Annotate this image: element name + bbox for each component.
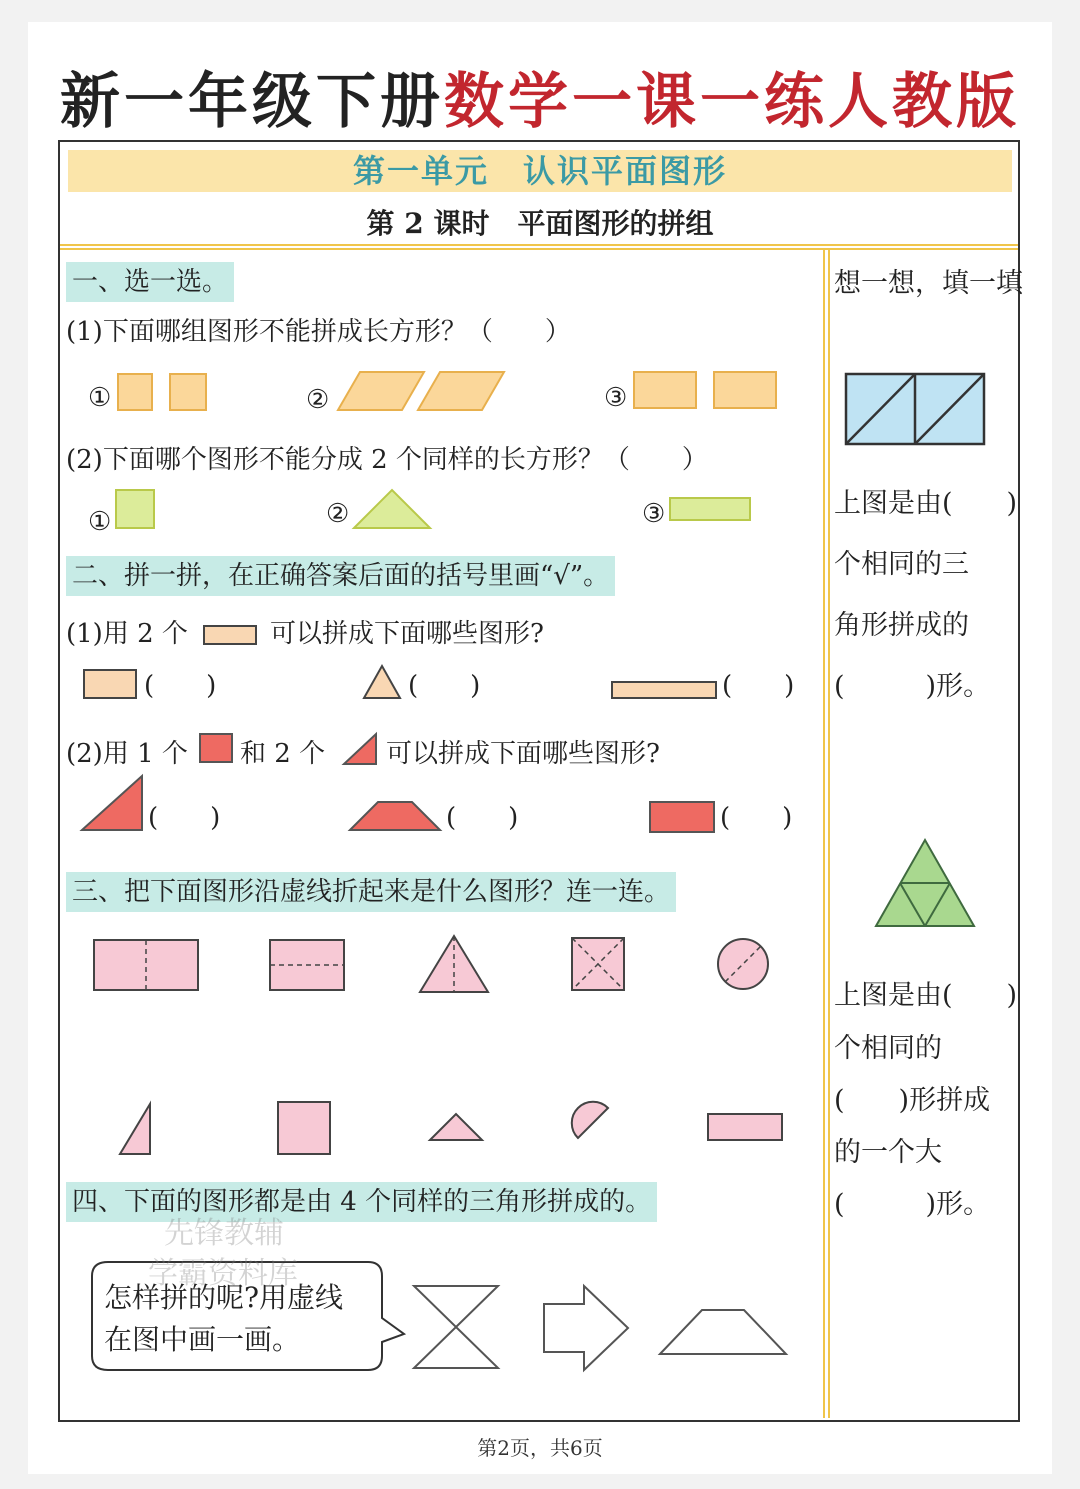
- page-number: 第2页，共6页: [477, 1436, 603, 1460]
- watermark: 先锋教辅: [164, 1216, 284, 1251]
- section-3-heading: 三、把下面图形沿虚线折起来是什么图形？连一连。: [66, 872, 676, 912]
- rectangle-shape: [634, 372, 696, 408]
- option-label: ①: [88, 507, 112, 537]
- right-triangle-shape: [120, 1104, 150, 1154]
- option-label: ③: [604, 383, 628, 413]
- question-2-1-prefix: (1)用 2 个: [66, 619, 188, 649]
- option-label: ②: [306, 385, 330, 415]
- bubble-text-line-2: 在图中画一画。: [104, 1323, 301, 1356]
- question-1-2: (2)下面哪个图形不能分成 2 个同样的长方形？（ ）: [66, 445, 708, 475]
- sidebar-text: 个相同的三: [834, 549, 969, 580]
- rectangle-shape: [708, 1114, 782, 1140]
- sidebar-text: 个相同的: [834, 1033, 942, 1064]
- question-1-1: (1)下面哪组图形不能拼成长方形？（ ）: [66, 317, 571, 347]
- question-2-2-prefix: (2)用 1 个: [66, 739, 188, 769]
- sidebar-text: ( )形。: [834, 1189, 991, 1220]
- sidebar-text: ( )形拼成: [834, 1085, 991, 1116]
- option-label: ③: [642, 499, 666, 529]
- lesson-title: 第 2 课时 平面图形的拼组: [366, 207, 714, 240]
- triangle-shape: [364, 666, 400, 698]
- answer-bracket[interactable]: ( ): [722, 671, 795, 701]
- parallelogram-shape: [418, 372, 504, 410]
- question-2-1-suffix: 可以拼成下面哪些图形?: [270, 619, 544, 649]
- trapezoid-shape: [660, 1310, 786, 1354]
- trapezoid-shape: [350, 802, 440, 830]
- question-2-2-mid: 和 2 个: [240, 739, 326, 769]
- sidebar-text: 的一个大: [834, 1137, 942, 1168]
- page-title: 新一年级下册数学一课一练人教版: [60, 67, 1020, 137]
- option-label: ②: [326, 499, 350, 529]
- square-shape: [118, 374, 152, 410]
- answer-bracket[interactable]: ( ): [446, 803, 519, 833]
- watermark: 学霸资料库: [148, 1256, 298, 1291]
- small-rectangle-shape: [204, 626, 256, 644]
- large-triangle-shape: [82, 776, 142, 830]
- section-2-heading: 二、拼一拼，在正确答案后面的括号里画“√”。: [66, 556, 615, 596]
- sidebar-text: 上图是由( ): [834, 488, 1018, 519]
- semicircle-shape: [572, 1102, 608, 1138]
- triangle-shape: [344, 734, 376, 764]
- arrow-shape: [544, 1286, 628, 1370]
- sidebar-heading: 想一想，填一填: [834, 268, 1023, 299]
- section-4-heading: 四、下面的图形都是由 4 个同样的三角形拼成的。: [66, 1182, 657, 1222]
- rectangle-shape: [650, 802, 714, 832]
- answer-bracket[interactable]: ( ): [144, 671, 217, 701]
- sidebar-text: ( )形。: [834, 671, 991, 702]
- square-shape: [200, 734, 232, 762]
- option-label: ①: [88, 383, 112, 413]
- hourglass-shape: [414, 1286, 498, 1368]
- sidebar-text: 上图是由( ): [834, 980, 1018, 1011]
- square-shape: [170, 374, 206, 410]
- long-rectangle-shape: [612, 682, 716, 698]
- answer-bracket[interactable]: ( ): [408, 671, 481, 701]
- small-triangle-shape: [430, 1114, 482, 1140]
- answer-bracket[interactable]: ( ): [720, 803, 793, 833]
- rectangle-shape: [670, 498, 750, 520]
- rectangle-shape: [714, 372, 776, 408]
- rectangle-fold-vertical: [94, 940, 198, 990]
- sidebar-text: 角形拼成的: [834, 610, 969, 641]
- question-2-2-suffix: 可以拼成下面哪些图形?: [386, 739, 660, 769]
- triangle-shape: [354, 490, 430, 528]
- parallelogram-shape: [338, 372, 424, 410]
- answer-bracket[interactable]: ( ): [148, 803, 221, 833]
- bubble-text-line-1: 怎样拼的呢?用虚线: [104, 1281, 344, 1314]
- rectangle-shape: [84, 670, 136, 698]
- section-1-heading: 一、选一选。: [66, 262, 234, 302]
- unit-banner: 第一单元 认识平面图形: [68, 150, 1012, 192]
- square-shape: [278, 1102, 330, 1154]
- square-shape: [116, 490, 154, 528]
